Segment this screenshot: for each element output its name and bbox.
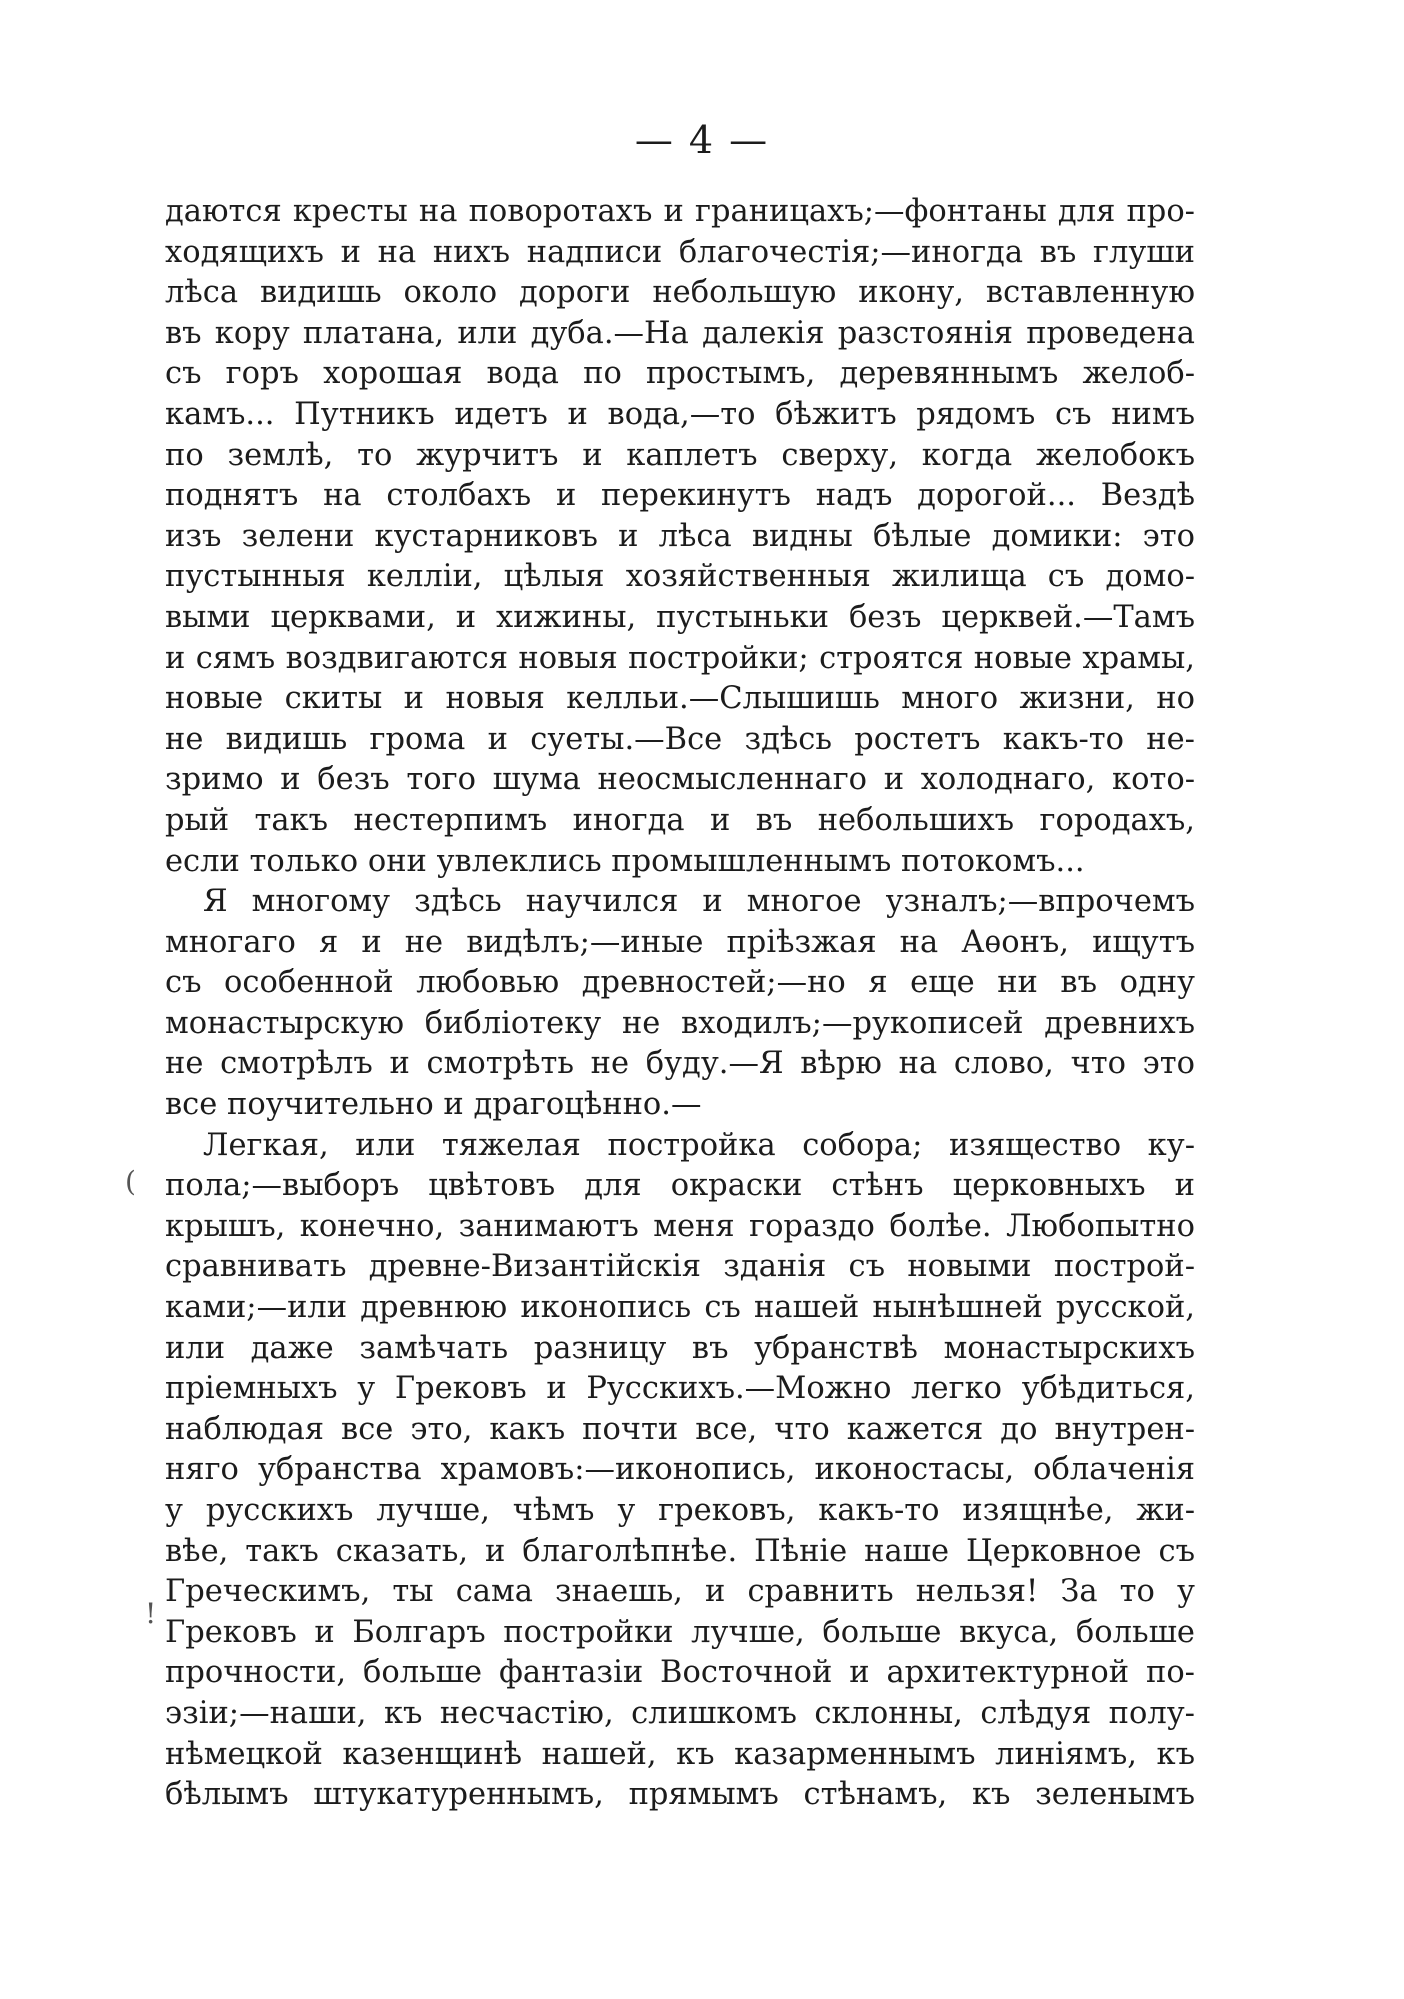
text-line: ходящихъ и на нихъ надписи благочестія;—иногда въ глуши <box>165 234 1195 270</box>
text-line: няго убранства храмовъ:—иконопись, иконостасы, облаченія <box>165 1452 1195 1488</box>
text-line: Легкая, или тяжелая постройка собора; изящество ку- <box>203 1127 1195 1163</box>
text-line: съ горъ хорошая вода по простымъ, деревяннымъ желоб- <box>165 356 1195 392</box>
page-number: — 4 — <box>634 118 770 162</box>
text-line: Я многому здѣсь научился и многое узналъ;—впрочемъ <box>203 884 1195 920</box>
text-line: у русскихъ лучше, чѣмъ у грековъ, какъ-то изящнѣе, жи- <box>165 1493 1195 1528</box>
text-line: вѣе, такъ сказать, и благолѣпнѣе. Пѣніе наше Церковное съ <box>165 1533 1195 1569</box>
text-line: все поучительно и драгоцѣнно.— <box>165 1087 702 1123</box>
text-line: не видишь грома и суеты.—Все здѣсь ростетъ какъ-то не- <box>165 721 1195 757</box>
text-line: монастырскую библіотеку не входилъ;—рукописей древнихъ <box>165 1005 1195 1041</box>
text-line: зримо и безъ того шума неосмысленнаго и холоднаго, кото- <box>165 762 1195 798</box>
text-line: бѣлымъ штукатуреннымъ, прямымъ стѣнамъ, къ зеленымъ <box>165 1777 1195 1813</box>
text-line: или даже замѣчать разницу въ убранствѣ монастырскихъ <box>165 1330 1195 1366</box>
text-line: пустынныя келліи, цѣлыя хозяйственныя жилища съ домо- <box>165 559 1195 595</box>
text-line: камъ... Путникъ идетъ и вода,—то бѣжитъ рядомъ съ нимъ <box>165 396 1195 432</box>
text-line: съ особенной любовью древностей;—но я еще ни въ одну <box>165 965 1195 1001</box>
body-text <box>165 192 1195 1816</box>
margin-mark: ! <box>145 1597 157 1630</box>
text-line: прочности, больше фантазіи Восточной и архитектурной по- <box>165 1655 1195 1691</box>
text-line: если только они увлеклись промышленнымъ потокомъ... <box>165 843 1085 879</box>
text-line: въ кору платана, или дуба.—На далекія разстоянія проведена <box>165 315 1195 351</box>
text-line: рый такъ нестерпимъ иногда и въ небольшихъ городахъ, <box>165 802 1195 838</box>
text-line: ками;—или древнюю иконопись съ нашей нынѣшней русской, <box>165 1290 1195 1326</box>
text-line: Греческимъ, ты сама знаешь, и сравнить нельзя! За то у <box>165 1574 1195 1610</box>
text-line: крышъ, конечно, занимаютъ меня гораздо болѣе. Любопытно <box>165 1208 1195 1244</box>
text-line: пола;—выборъ цвѣтовъ для окраски стѣнъ церковныхъ и <box>165 1168 1195 1204</box>
text-line: выми церквами, и хижины, пустыньки безъ церквей.—Тамъ <box>165 599 1195 635</box>
text-line: и сямъ воздвигаются новыя постройки; строятся новые храмы, <box>165 640 1195 676</box>
text-line: сравнивать древне-Византійскія зданія съ новыми построй- <box>165 1249 1195 1285</box>
text-line: поднятъ на столбахъ и перекинутъ надъ дорогой... Вездѣ <box>165 478 1195 514</box>
text-line: многаго я и не видѣлъ;—иные пріѣзжая на Аѳонъ, ищутъ <box>165 924 1195 960</box>
margin-mark: ( <box>125 1165 136 1198</box>
text-line: пріемныхъ у Грековъ и Русскихъ.—Можно легко убѣдиться, <box>165 1371 1195 1407</box>
text-line: новые скиты и новыя келльи.—Слышишь много жизни, но <box>165 681 1195 717</box>
text-line: наблюдая все это, какъ почти все, что кажется до внутрен- <box>165 1411 1195 1447</box>
text-line: по землѣ, то журчитъ и каплетъ сверху, когда желобокъ <box>165 437 1195 473</box>
text-line: нѣмецкой казенщинѣ нашей, къ казарменнымъ линіямъ, къ <box>165 1736 1195 1772</box>
text-line: лѣса видишь около дороги небольшую икону, вставленную <box>165 275 1195 311</box>
text-line: даются кресты на поворотахъ и границахъ;—фонтаны для про- <box>165 194 1195 229</box>
text-line: не смотрѣлъ и смотрѣть не буду.—Я вѣрю на слово, что это <box>165 1046 1195 1082</box>
text-line: Грековъ и Болгаръ постройки лучше, больше вкуса, больше <box>165 1614 1195 1650</box>
text-line: изъ зелени кустарниковъ и лѣса видны бѣлые домики: это <box>165 518 1195 554</box>
text-line: эзіи;—наши, къ несчастію, слишкомъ склонны, слѣдуя полу- <box>165 1695 1195 1731</box>
